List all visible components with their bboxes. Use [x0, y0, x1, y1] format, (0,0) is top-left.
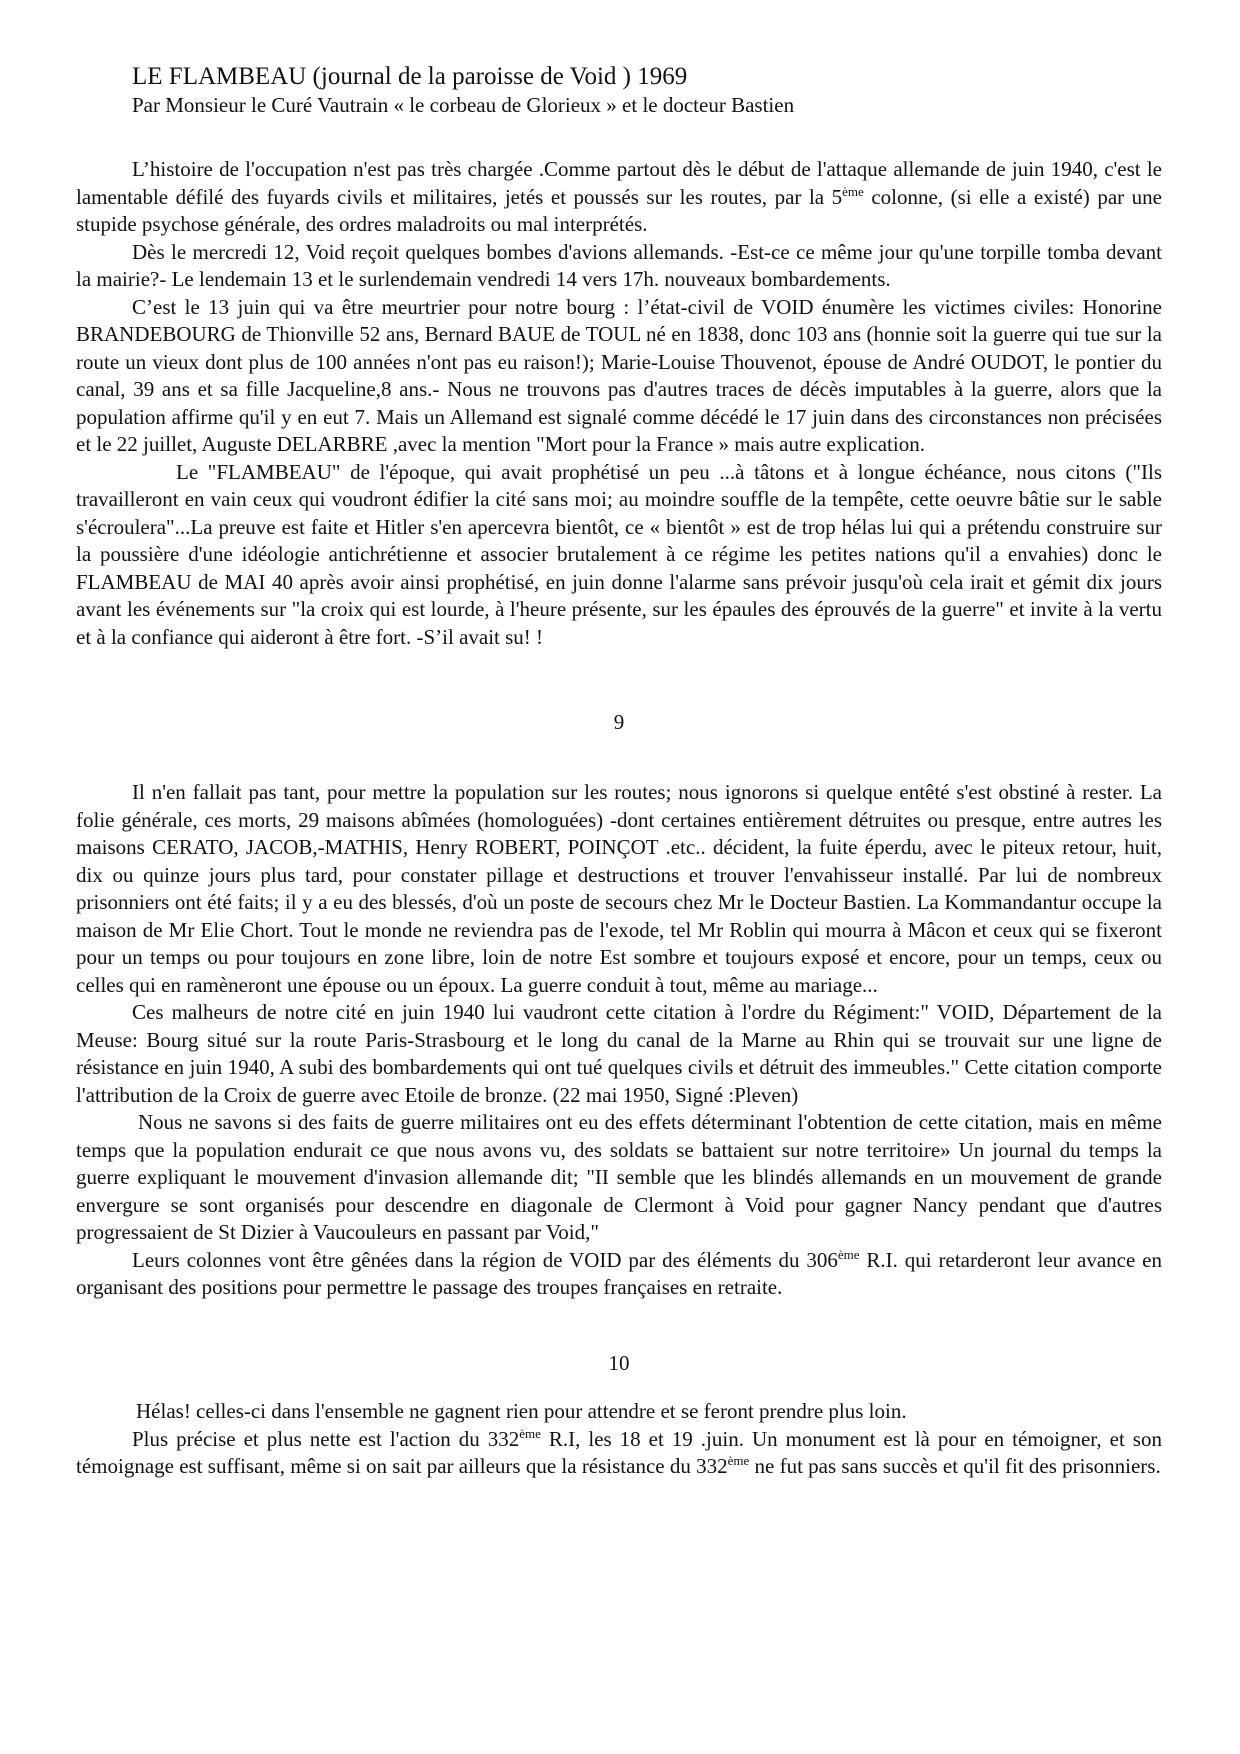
- section-page-11: [76, 1398, 1162, 1481]
- text-segment: R.I, les 18 et 19 .juin. Un monument est là pour en témoigner, et son témoignage est suffisant, même si on sait par ailleurs que la résistance du 332: [76, 1426, 1162, 1478]
- superscript: ème: [727, 1453, 750, 1468]
- superscript: ème: [837, 1246, 860, 1262]
- text-segment: Plus précise et plus nette est l'action du 332: [132, 1426, 520, 1451]
- text-segment: ne fut pas sans succès et qu'il fit des prisonniers.: [749, 1454, 1161, 1478]
- document-subtitle: Par Monsieur le Curé Vautrain « le corbeau de Glorieux » et le docteur Bastien: [132, 93, 795, 117]
- text-segment: colonne, (si elle a existé) par une stupide psychose générale, des ordres maladroits ou mal interprétés.: [76, 184, 1163, 236]
- superscript: ème: [842, 183, 864, 199]
- paragraph: Ces malheurs de notre cité en juin 1940 lui vaudront cette citation à l'ordre du Régiment:" VOID, Département de la Meuse: Bourg situé sur la route Paris-Strasbourg et le long du canal de la Marne au Rhin qui se trouvait sur une ligne de résistance en juin 1940, A subi des bombardements qui ont tué quelques civils et détruit des immeubles." Cette citation comporte l'attribution de la Croix de guerre avec Etoile de bronze. (22 mai 1950, Signé :Pleven): [76, 1000, 1162, 1107]
- text-segment: Leurs colonnes vont être gênées dans la région de VOID par des éléments du 306: [132, 1247, 838, 1272]
- paragraph: [76, 156, 1162, 239]
- paragraph: Dès le mercredi 12, Void reçoit quelques bombes d'avions allemands. -Est-ce ce même jour qu'une torpille tomba devant la mairie?- Le lendemain 13 et le surlendemain vendredi 14 vers 17h. nouveaux bombardements.: [76, 239, 1162, 291]
- paragraph: [76, 1247, 1162, 1302]
- section-page-10: [76, 779, 1162, 1302]
- page-number: 10: [608, 1351, 630, 1375]
- text-segment: L’histoire de l'occupation n'est pas très chargée .Comme partout dès le début de l'attaque allemande de juin 1940, c'est le lamentable défilé des fuyards civils et militaires, jetés et poussés sur les routes, par la 5: [76, 157, 1162, 209]
- paragraph: Le "FLAMBEAU" de l'époque, qui avait prophétisé un peu ...à tâtons et à longue échéance, nous citons ("Ils travailleront en vain ceux qui voudront édifier la cité sans moi; au moindre souffle de la tempête, cette oeuvre bâtie sur le sable s'écroulera"...La preuve est faite et Hitler s'en apercevra bientôt, ce « bientôt » est de trop hélas lui qui a prétendu construire sur la poussière d'une idéologie antichrétienne et associer brutalement à ce régime les petites nations qu'il a envahies) donc le FLAMBEAU de MAI 40 après avoir ainsi prophétisé, en juin donne l'alarme sans prévoir jusqu'où cela irait et gémit dix jours avant les événements sur "la croix qui est lourde, à l'heure présente, sur les épaules des éprouvés de la guerre" et invite à la vertu et à la confiance qui aideront à être fort. -S’il avait su! !: [76, 459, 1162, 649]
- paragraph: Il n'en fallait pas tant, pour mettre la population sur les routes; nous ignorons si quelque entêté s'est obstiné à rester. La folie générale, ces morts, 29 maisons abîmées (homologuées) -dont certaines entièrement détruites ou presque, entre autres les maisons CERATO, JACOB,-MATHIS, Henry ROBERT, POINÇOT .etc.. décident, la fuite éperdu, avec le piteux retour, huit, dix ou quinze jours plus tard, pour constater pillage et destructions et trouver l'envahisseur installé. Par lui de nombreux prisonniers ont été faits; il y a eu des blessés, d'où un poste de secours chez Mr le Docteur Bastien. La Kommandantur occupe la maison de Mr Elie Chort. Tout le monde ne reviendra pas de l'exode, tel Mr Roblin qui mourra à Mâcon et ceux qui se fixeront pour un temps ou pour toujours en zone libre, loin de notre Est sombre et toujours exposé et encore, pour un temps, ceux ou celles qui en ramèneront une épouse ou un époux. La guerre conduit à tout, même au mariage...: [76, 780, 1162, 997]
- paragraph: [76, 1426, 1162, 1481]
- section-page-9: [76, 156, 1162, 651]
- document-title: LE FLAMBEAU (journal de la paroisse de Void ) 1969: [132, 63, 688, 90]
- superscript: ème: [519, 1425, 541, 1441]
- page-number: 9: [613, 710, 625, 734]
- paragraph: C’est le 13 juin qui va être meurtrier pour notre bourg : l’état-civil de VOID énumère les victimes civiles: Honorine BRANDEBOURG de Thionville 52 ans, Bernard BAUE de TOUL né en 1838, donc 103 ans (honnie soit la guerre qui tue sur la route un vieux dont plus de 100 années n'ont pas eu raison!); Marie-Louise Thouvenot, épouse de André OUDOT, le pontier du canal, 39 ans et sa fille Jacqueline,8 ans.- Nous ne trouvons pas d'autres traces de décès imputables à la guerre, alors que la population affirme qu'il y en eut 7. Mais un Allemand est signalé comme décédé le 17 juin dans des circonstances non précisées et le 22 juillet, Auguste DELARBRE ,avec la mention "Mort pour la France » mais autre explication.: [76, 294, 1162, 456]
- paragraph: Hélas! celles-ci dans l'ensemble ne gagnent rien pour attendre et se feront prendre plus loin.: [136, 1399, 907, 1423]
- paragraph: Nous ne savons si des faits de guerre militaires ont eu des effets déterminant l'obtention de cette citation, mais en même temps que la population endurait ce que nous avons vu, des soldats se battaient sur notre territoire» Un journal du temps la guerre expliquant le mouvement d'invasion allemande dit; "II semble que les blindés allemands en un mouvement de grande envergure se sont organisés pour descendre en diagonale de Clermont à Void pour gagner Nancy pendant que d'autres progressaient de St Dizier à Vaucouleurs en passant par Void,": [76, 1110, 1162, 1244]
- text-segment: R.I. qui retarderont leur avance en organisant des positions pour permettre le passage des troupes françaises en retraite.: [76, 1247, 1162, 1299]
